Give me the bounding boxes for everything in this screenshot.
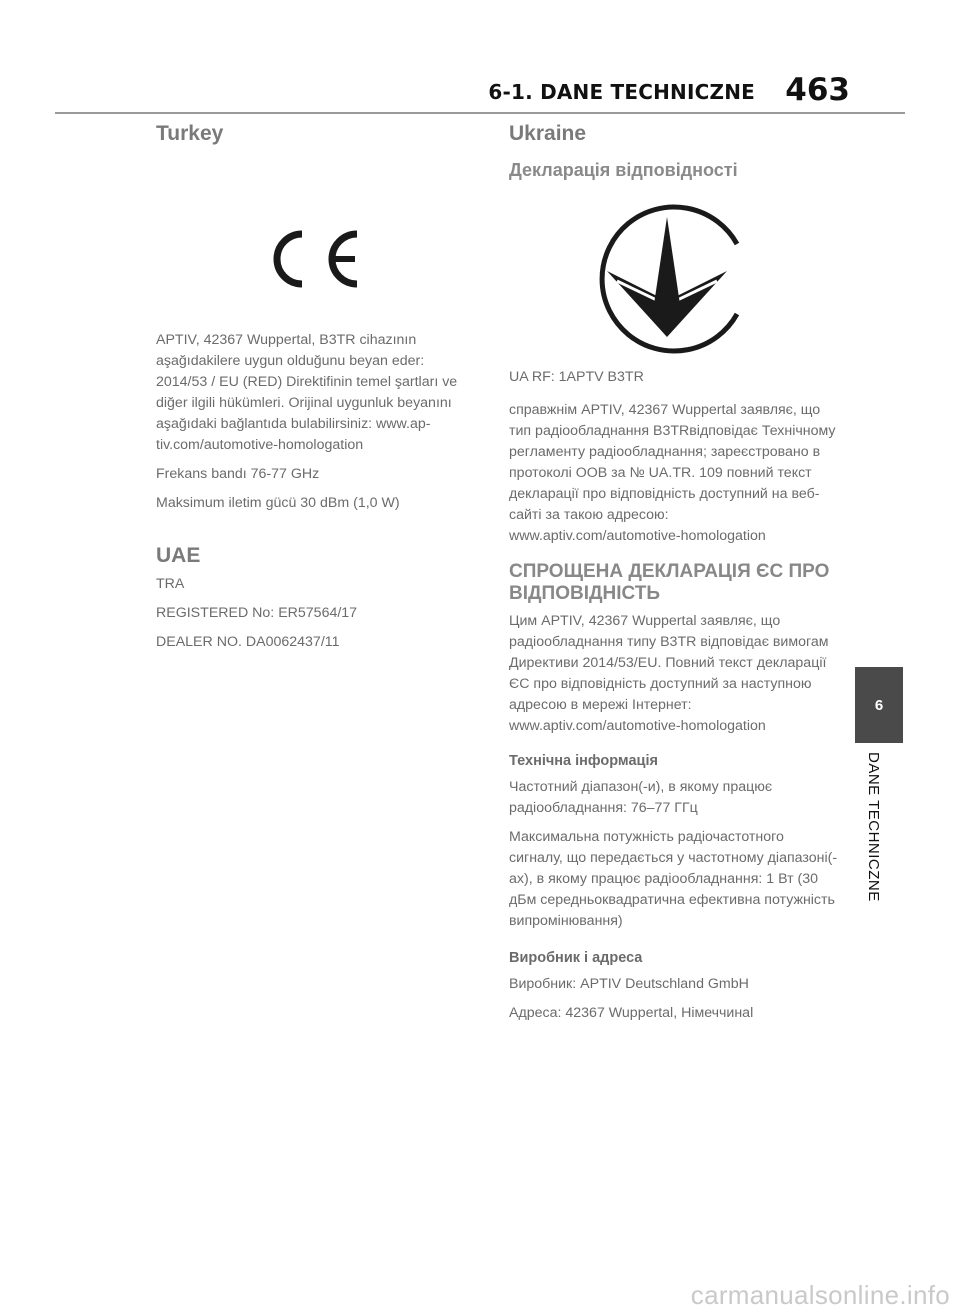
turkey-title: Turkey	[156, 122, 224, 145]
ce-mark-icon	[262, 228, 362, 290]
uae-line: REGISTERED No: ER57564/17	[156, 605, 358, 621]
uae-line: TRA	[156, 576, 185, 592]
tech-info-title: Технічна інформація	[509, 753, 658, 769]
page-number: 463	[785, 72, 850, 108]
manufacturer-title: Виробник і адреса	[509, 950, 643, 966]
manufacturer-address: Адреса: 42367 Wuppertal, Німеччинаl	[509, 1005, 754, 1021]
uae-line: DEALER NO. DA0062437/11	[156, 634, 340, 650]
turkey-frequency: Frekans bandı 76-77 GHz	[156, 466, 320, 482]
right-column	[509, 122, 839, 1024]
turkey-power: Maksimum iletim gücü 30 dBm (1,0 W)	[156, 495, 400, 511]
ua-rf-code: UA RF: 1APTV B3TR	[509, 369, 644, 385]
header-divider	[55, 112, 905, 114]
tech-power: Максимальна потужність радіочастотного сигналу, що передається у частотному діапазоні(-ах), в якому працює радіообладнання: 1 Вт (30 дБм середньоквадратична ефективна потужність випромінювання)	[509, 829, 838, 929]
simplified-declaration-text: Цим APTIV, 42367 Wuppertal заявляє, що радіообладнання типу B3TR відповідає вимогам Директиви 2014/53/EU. Повний текст декларації ЄС про відповідність доступний за наступною адресою в мережі Інтернет: www.aptiv.com/automotive-homologation	[509, 613, 829, 734]
chapter-tab: 6	[855, 667, 903, 743]
uae-title: UAE	[156, 544, 201, 567]
ukraine-title: Ukraine	[509, 122, 587, 145]
manufacturer-name: Виробник: APTIV Deutschland GmbH	[509, 976, 749, 992]
tech-frequency: Частотний діапазон(-и), в якому працює радіообладнання: 76–77 ГГц	[509, 779, 773, 816]
left-column	[156, 122, 466, 653]
turkey-declaration: APTIV, 42367 Wuppertal, B3TR cihazının aşağıdakilere uygun olduğunu beyan eder: 2014/53 / EU (RED) Direktifinin temel şartları ve diğer ilgili hükümleri. Orijinal uygunluk beyanını aşağıdaki bağlantıda bulabilirsiniz: www.ap-tiv.com/automotive-homologation	[156, 332, 458, 453]
chapter-side-label: DANE TECHNICZNE	[865, 752, 882, 902]
declaration-title: Декларація відповідності	[509, 160, 738, 180]
simplified-declaration-title: СПРОЩЕНА ДЕКЛАРАЦІЯ ЄС ПРО ВІДПОВІДНІСТЬ	[509, 561, 830, 604]
ua-declaration: справжнім APTIV, 42367 Wuppertal заявляє, що тип радіообладнання B3TRвідповідає Технічному регламенту радіообладнання; зареєстровано в протоколі OOB за № UA.TR. 109 повний текст декларації про відповідність доступний на веб-сайті за такою адресою: www.aptiv.com/automotive-homologation	[509, 402, 836, 544]
ukraine-conformity-mark-icon	[587, 199, 747, 359]
watermark: carmanualsonline.info	[690, 1280, 950, 1310]
header-section-title: 6-1. DANE TECHNICZNE	[488, 80, 755, 104]
